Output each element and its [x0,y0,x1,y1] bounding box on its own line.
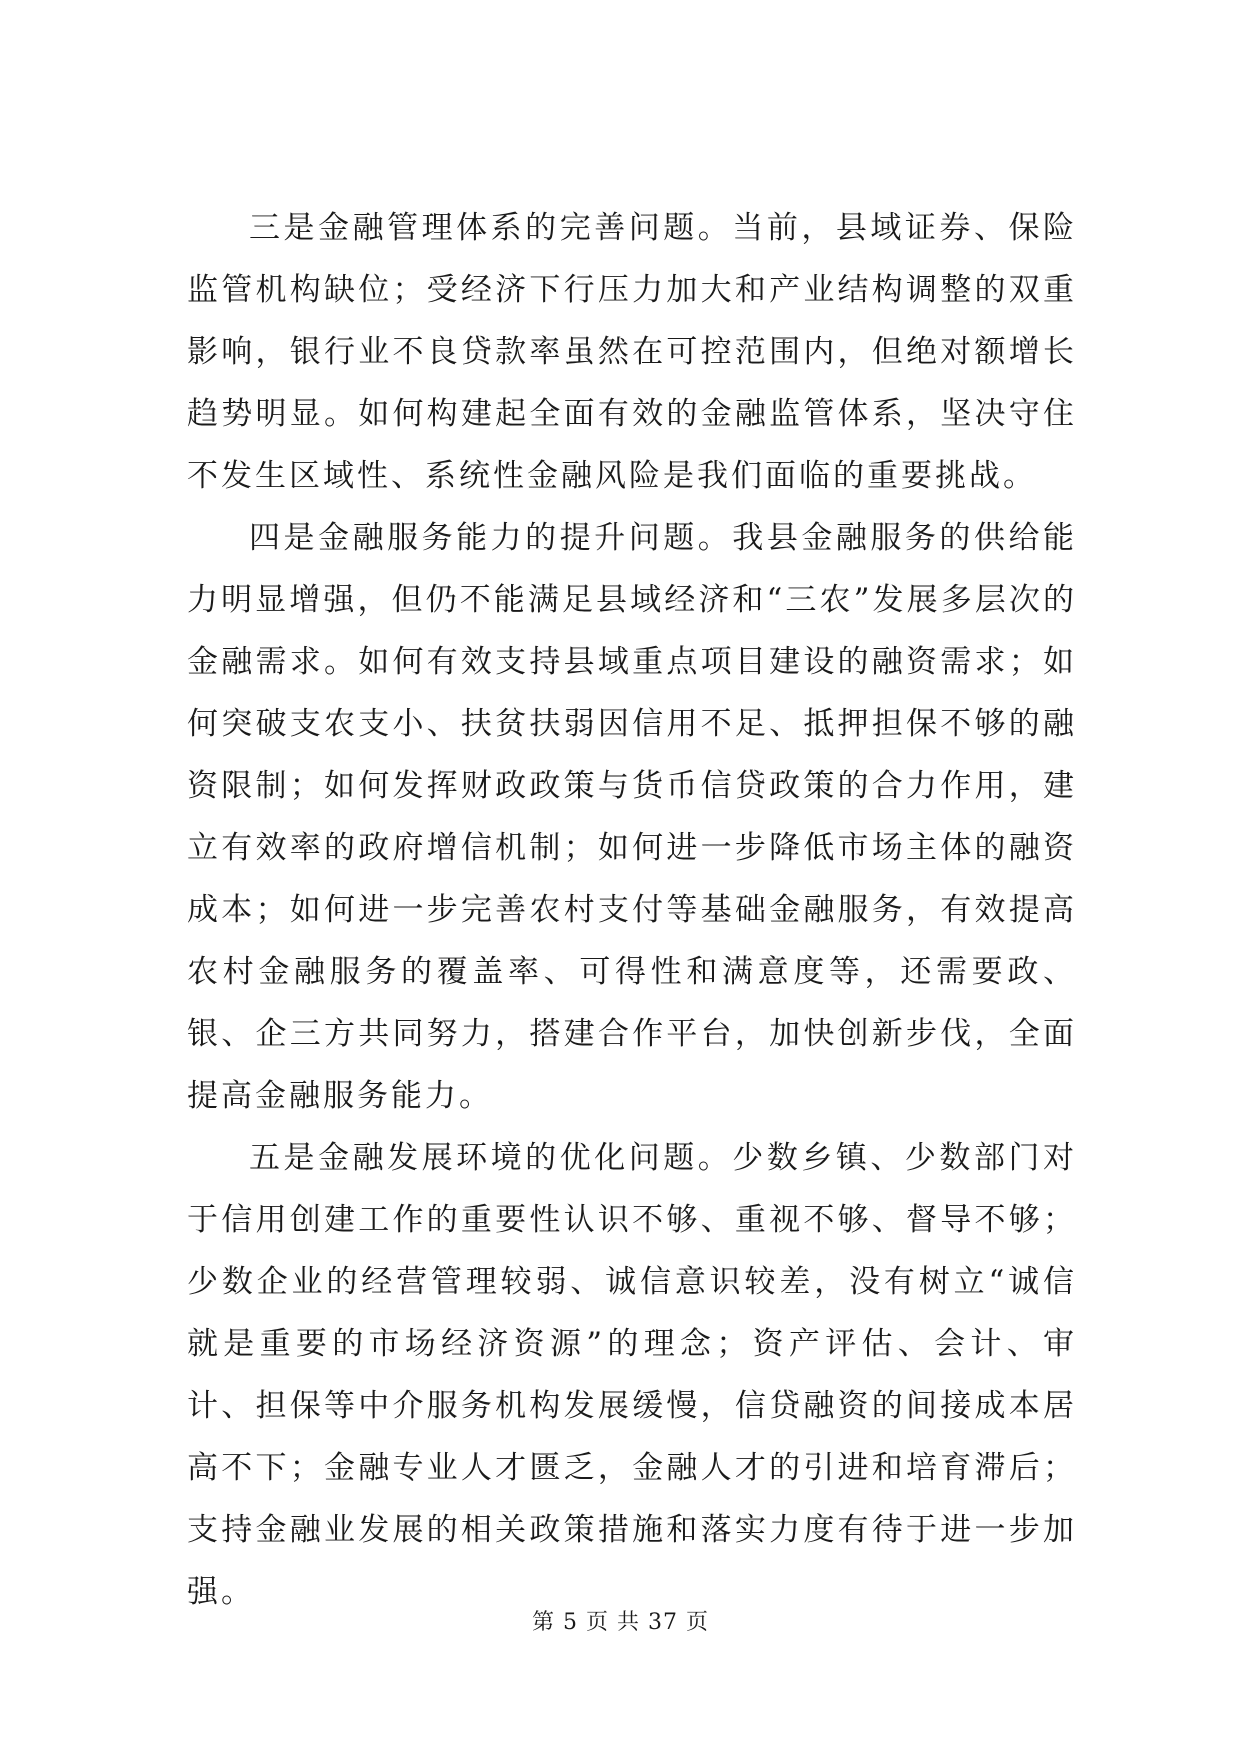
document-body [187,197,1077,1623]
page-footer: 第 5 页 共 37 页 [532,1610,709,1635]
paragraph-financial-management: 三是金融管理体系的完善问题。当前，县域证券、保险监管机构缺位；受经济下行压力加大和产业结构调整的双重影响，银行业不良贷款率虽然在可控范围内，但绝对额增长趋势明显。如何构建起全面有效的金融监管体系，坚决守住不发生区域性、系统性金融风险是我们面临的重要挑战。 [187,210,1077,494]
paragraph-financial-service: 四是金融服务能力的提升问题。我县金融服务的供给能力明显增强，但仍不能满足县域经济和“三农”发展多层次的金融需求。如何有效支持县域重点项目建设的融资需求；如何突破支农支小、扶贫扶弱因信用不足、抵押担保不够的融资限制；如何发挥财政政策与货币信贷政策的合力作用，建立有效率的政府增信机制；如何进一步降低市场主体的融资成本；如何进一步完善农村支付等基础金融服务，有效提高农村金融服务的覆盖率、可得性和满意度等，还需要政、银、企三方共同努力，搭建合作平台，加快创新步伐，全面提高金融服务能力。 [187,520,1077,1114]
paragraph-financial-environment: 五是金融发展环境的优化问题。少数乡镇、少数部门对于信用创建工作的重要性认识不够、重视不够、督导不够；少数企业的经营管理较弱、诚信意识较差，没有树立“诚信就是重要的市场经济资源”的理念；资产评估、会计、审计、担保等中介服务机构发展缓慢，信贷融资的间接成本居高不下；金融专业人才匮乏，金融人才的引进和培育滞后；支持金融业发展的相关政策措施和落实力度有待于进一步加强。 [187,1140,1077,1610]
